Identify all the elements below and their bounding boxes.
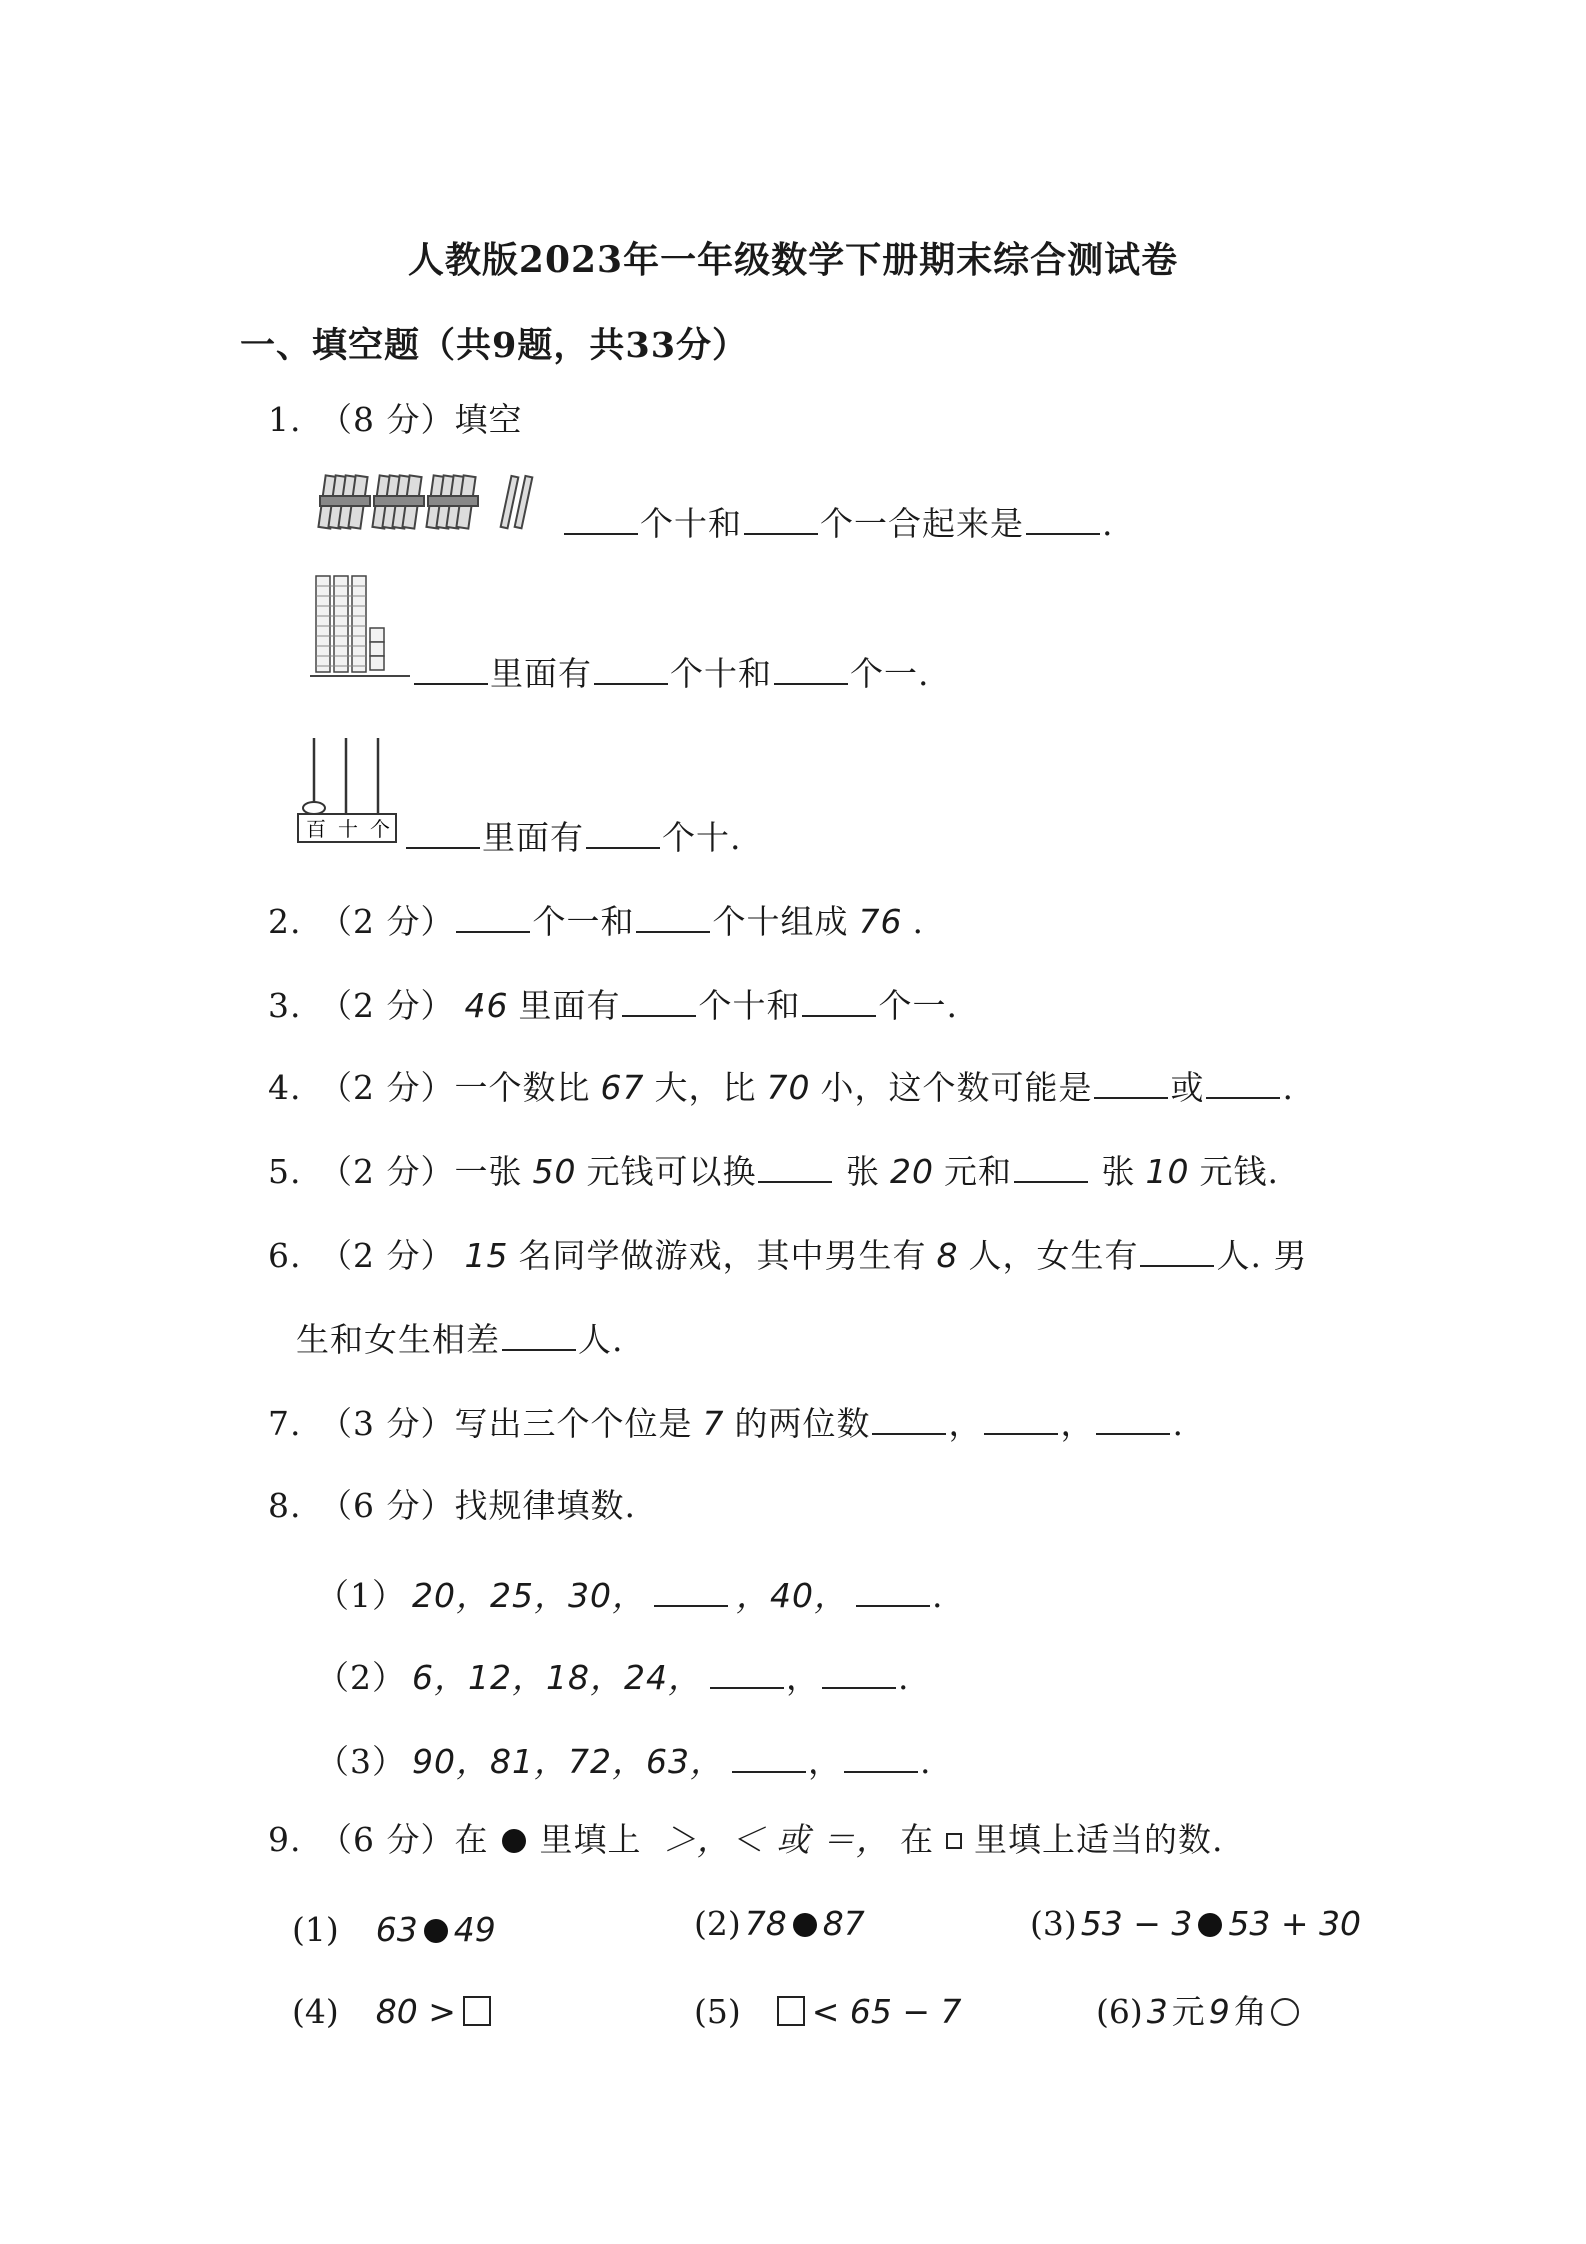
ten-rod <box>316 576 330 672</box>
question-8-item-3: （3） 90，81，72，63， ， . <box>316 1742 932 1781</box>
circle-placeholder-icon <box>502 1829 526 1853</box>
question-9-item-1: (1) 63 49 <box>292 1910 496 1949</box>
ten-rod <box>352 576 366 672</box>
answer-blank[interactable] <box>1206 1069 1280 1099</box>
base-ten-blocks-illustration <box>310 572 420 682</box>
ten-rod <box>334 576 348 672</box>
answer-blank[interactable] <box>456 903 530 933</box>
answer-box[interactable] <box>777 1996 805 2026</box>
square-placeholder-icon <box>946 1833 962 1849</box>
answer-blank[interactable] <box>984 1405 1058 1435</box>
answer-blank[interactable] <box>1014 1153 1088 1183</box>
answer-blank[interactable] <box>822 1659 896 1689</box>
answer-blank[interactable] <box>758 1153 832 1183</box>
abacus-label: 个 <box>370 817 390 841</box>
unit-cube <box>370 642 384 656</box>
stick-bundle <box>372 475 424 528</box>
answer-blank[interactable] <box>744 505 818 535</box>
stick-bundle <box>318 475 370 528</box>
question-8-item-2: （2） 6，12，18，24， ， . <box>316 1658 910 1697</box>
answer-blank[interactable] <box>594 655 668 685</box>
question-9-item-5: (5) < 65 − 7 <box>694 1992 962 2031</box>
question-1-line-a: 个十和 个一合起来是 . <box>562 504 1114 544</box>
section-heading: 一、填空题（共9题，共33分） <box>240 325 749 366</box>
stick-bundle <box>426 475 478 528</box>
question-9-heading: 9. （6 分）在 里填上 ＞，＜ 或 ＝， 在 里填上适当的数. <box>268 1820 1224 1859</box>
answer-blank[interactable] <box>636 903 710 933</box>
question-1-line-c: 里面有 个十. <box>404 818 742 858</box>
answer-blank[interactable] <box>586 819 660 849</box>
answer-blank[interactable] <box>1094 1069 1168 1099</box>
question-7: 7. （3 分）写出三个个位是 7 的两位数 ， ， . <box>268 1404 1184 1443</box>
answer-blank[interactable] <box>564 505 638 535</box>
answer-blank[interactable] <box>774 655 848 685</box>
answer-blank[interactable] <box>856 1577 930 1607</box>
question-1-line-b: 里面有 个十和 个一. <box>412 654 930 694</box>
compare-circle[interactable] <box>793 1913 817 1937</box>
question-9-item-3: (3) 53 − 3 53 + 30 <box>1030 1904 1361 1943</box>
question-6-line-1: 6. （2 分） 15 名同学做游戏，其中男生有 8 人，女生有 人. 男 <box>268 1236 1308 1275</box>
answer-blank[interactable] <box>802 987 876 1017</box>
answer-blank[interactable] <box>732 1743 806 1773</box>
question-5: 5. （2 分）一张 50 元钱可以换 张 20 元和 张 10 元钱. <box>268 1152 1279 1191</box>
answer-blank[interactable] <box>1140 1237 1214 1267</box>
question-3: 3. （2 分） 46 里面有 个十和 个一. <box>268 986 958 1025</box>
question-9-item-4: (4) 80 > <box>292 1986 494 2033</box>
compare-circle[interactable] <box>424 1919 448 1943</box>
question-9-item-6: (6) 3 元 9 角 <box>1096 1986 1299 2033</box>
answer-blank[interactable] <box>414 655 488 685</box>
question-2: 2. （2 分） 个一和 个十组成 76 . <box>268 902 924 941</box>
answer-blank[interactable] <box>502 1321 576 1351</box>
abacus-label: 十 <box>338 817 358 841</box>
single-sticks <box>501 476 533 528</box>
abacus-illustration <box>296 734 406 844</box>
question-8-item-1: （1） 20，25，30， ，40， . <box>316 1576 944 1615</box>
question-4: 4. （2 分）一个数比 67 大，比 70 小，这个数可能是 或 . <box>268 1068 1294 1107</box>
answer-blank[interactable] <box>654 1577 728 1607</box>
answer-blank[interactable] <box>872 1405 946 1435</box>
answer-blank[interactable] <box>622 987 696 1017</box>
question-9-item-2: (2) 78 87 <box>694 1904 865 1943</box>
answer-box[interactable] <box>463 1996 491 2026</box>
answer-blank[interactable] <box>406 819 480 849</box>
question-1-heading: 1. （8 分）填空 <box>268 400 523 439</box>
compare-circle[interactable] <box>1198 1913 1222 1937</box>
question-8-heading: 8. （6 分）找规律填数. <box>268 1486 636 1525</box>
abacus-label: 百 <box>306 817 326 841</box>
answer-blank[interactable] <box>844 1743 918 1773</box>
stick-bundles-illustration <box>318 470 538 540</box>
unit-cube <box>370 628 384 642</box>
answer-blank[interactable] <box>710 1659 784 1689</box>
question-6-line-2: 生和女生相差 人. <box>296 1320 624 1359</box>
compare-circle[interactable] <box>1271 1998 1299 2026</box>
answer-blank[interactable] <box>1026 505 1100 535</box>
abacus-bead <box>303 802 325 814</box>
answer-blank[interactable] <box>1096 1405 1170 1435</box>
page-title: 人教版2023年一年级数学下册期末综合测试卷 <box>407 239 1179 281</box>
unit-cube <box>370 656 384 670</box>
